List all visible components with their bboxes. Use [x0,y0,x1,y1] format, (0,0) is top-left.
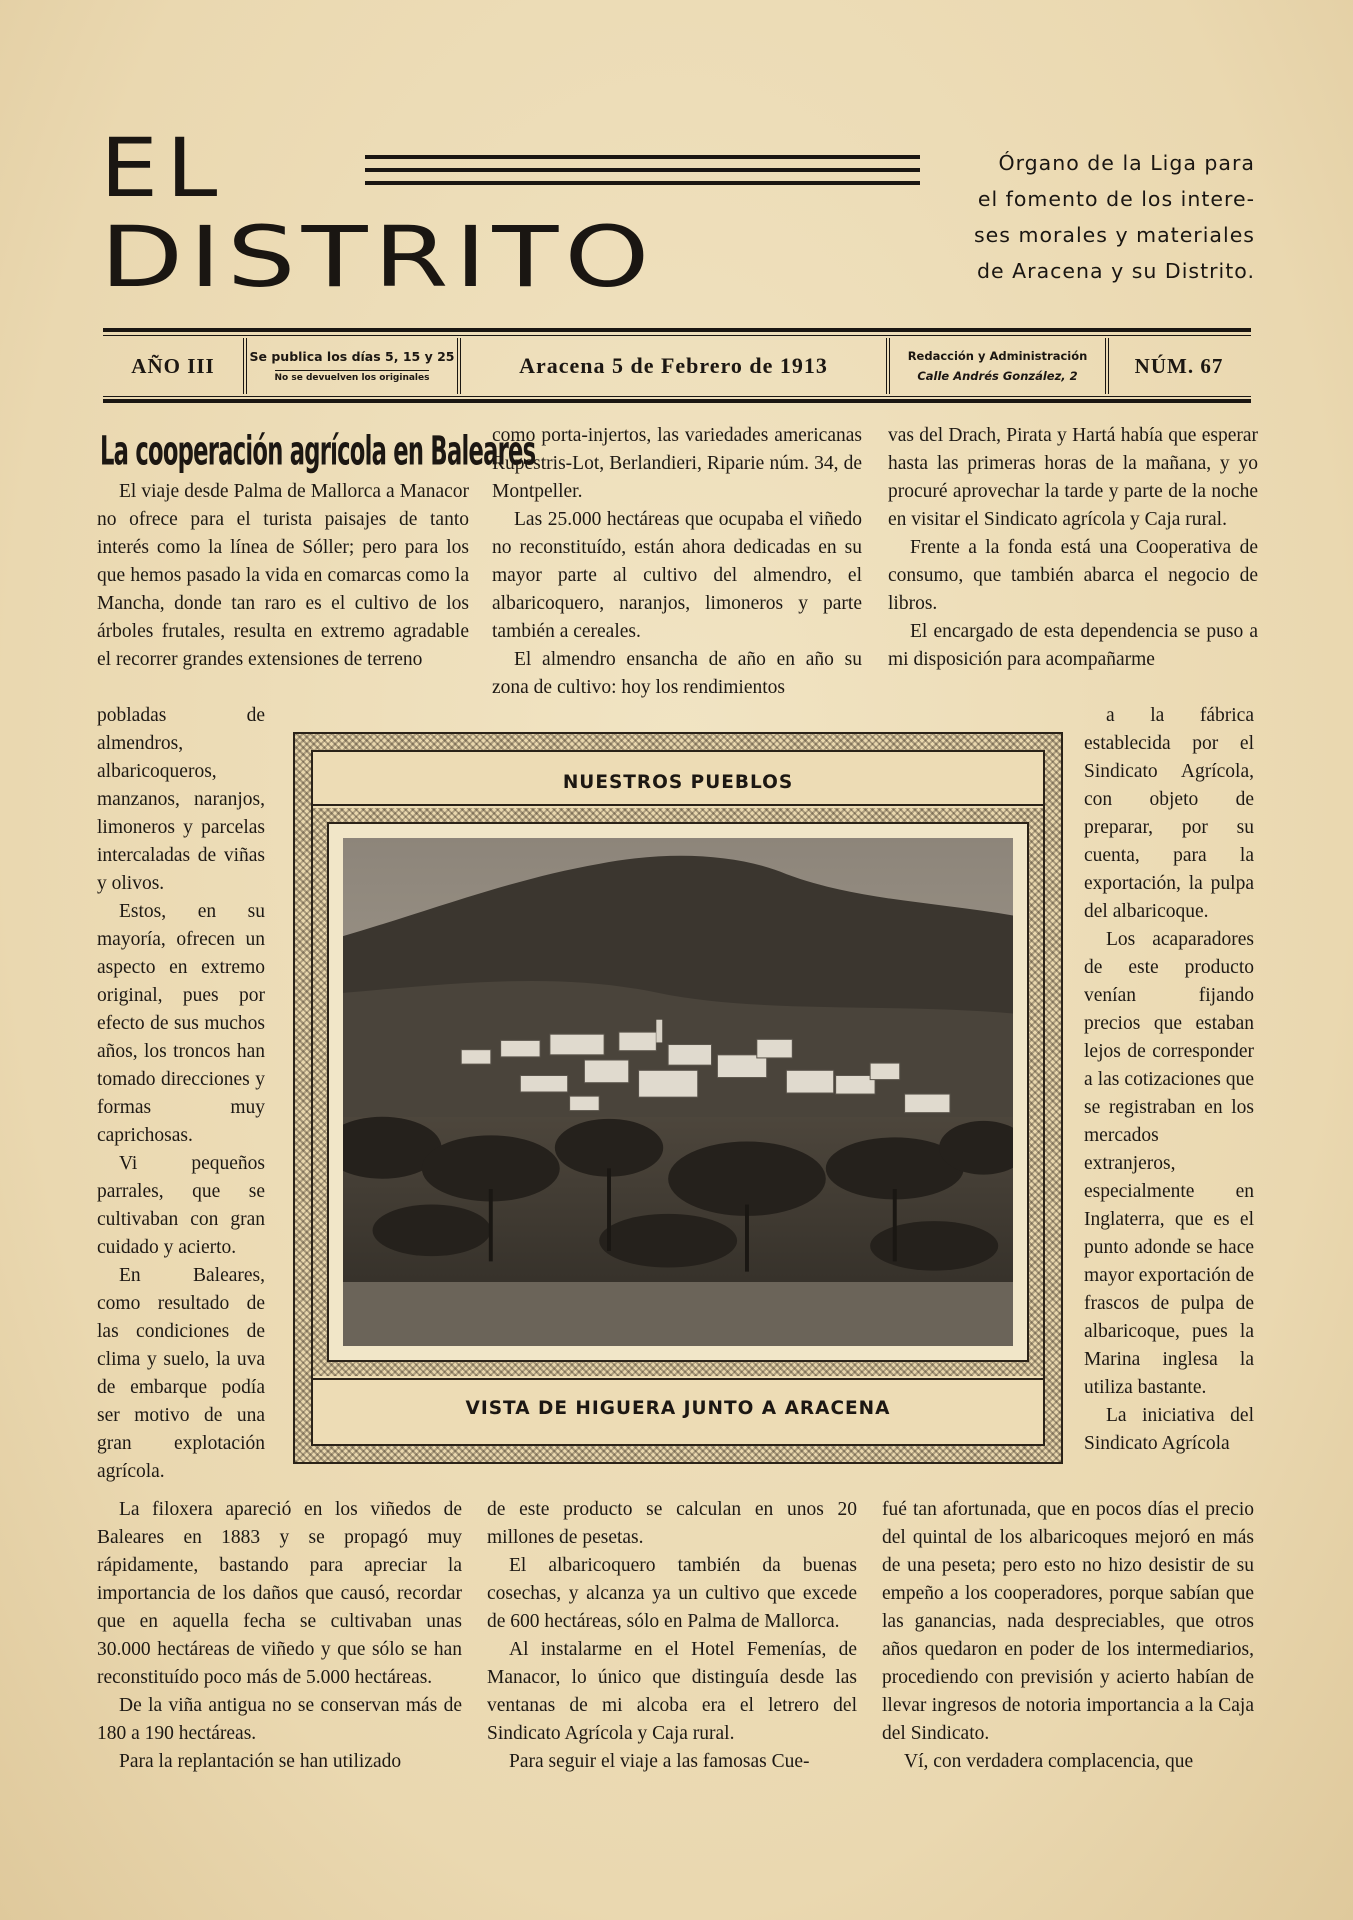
year-label: AÑO III [131,353,215,378]
publication-days: Se publica los días 5, 15 y 25 [249,349,455,364]
photo-caption: VISTA DE HIGUERA JUNTO A ARACENA [313,1378,1043,1436]
paragraph: De la viña antigua no se conservan más de 180 a 190 hectáreas. [97,1695,462,1744]
photo-frame-inner [311,750,1045,1446]
masthead-title-line1: EL [100,120,226,216]
paragraph: Estos, en su mayoría, ofrecen un aspecto en extremo original, pues por efecto de sus muchos años, los troncos han tomado direcciones y formas muy caprichosas. [97,901,265,1146]
column-3-narrow [1084,702,1254,1458]
paragraph: pobladas de almendros, albaricoqueros, manzanos, naranjos, limoneros y parcelas intercaladas de viñas y olivos. [97,705,265,894]
top-rule [103,328,1251,332]
issue-number: NÚM. 67 [1134,353,1224,378]
paragraph: Frente a la fonda está una Cooperativa de consumo, que también abarca el negocio de libros. [888,537,1258,614]
masthead-subtitle [955,145,1255,289]
photo-section-title: NUESTROS PUEBLOS [313,760,1043,806]
paragraph: a la fábrica establecida por el Sindicato Agrícola, con objeto de preparar, por su cuenta, para la exportación, la pulpa del albaricoque. [1084,705,1254,922]
publication-schedule [247,338,457,394]
photo-mount [327,822,1029,1362]
bottom-rule [103,399,1251,403]
paragraph: La filoxera apareció en los viñedos de Baleares en 1883 y se propagó muy rápidamente, bastando para apreciar la importancia de los daños que causó, recordar que en aquella fecha se cultivaban unas 30.000 hectáreas de viñedo y que sólo se han reconstituído poco más de 5.000 hectáreas. [97,1499,462,1688]
paragraph: Para la replantación se han utilizado [119,1751,402,1772]
paragraph: Para seguir el viaje a las famosas Cue- [509,1751,810,1772]
paragraph: En Baleares, como resultado de las condiciones de clima y suelo, la uva de embarque podía ser motivo de una gran explotación agrícola. [97,1265,265,1482]
paragraph: La iniciativa del Sindicato Agrícola [1084,1405,1254,1454]
bottom-rule-thin [103,396,1251,397]
column-2-top [492,422,862,702]
paragraph: Al instalarme en el Hotel Femenías, de Manacor, lo único que distinguía desde las ventanas de mi alcoba era el letrero del Sindicato Agrícola y Caja rural. [487,1639,857,1744]
column-1-top [97,478,469,674]
paragraph: Los acaparadores de este producto venían fijando precios que estaban lejos de corresponder a las cotizaciones que se registraban en los mercados extranjeros, especialmente en Inglaterra, que es el punto adonde se hace mayor exportación de frascos de pulpa de albaricoque, pues la Marina inglesa la utiliza bastante. [1084,929,1255,1398]
admin-address: Calle Andrés González, 2 [917,369,1078,383]
photo-border [313,808,1043,1376]
column-1-bottom [97,1496,462,1776]
paragraph: Vi pequeños parrales, que se cultivaban con gran cuidado y acierto. [97,1153,265,1258]
article-headline: La cooperación agrícola en Baleares [100,428,536,476]
subtitle-line: ses morales y materiales [973,223,1255,247]
village-photo [343,838,1013,1346]
subtitle-line: de Aracena y su Distrito. [976,259,1255,283]
masthead-title-line2: DISTRITO [100,208,656,307]
column-3-bottom [882,1496,1254,1776]
paragraph: de este producto se calculan en unos 20 millones de pesetas. [487,1499,857,1548]
paragraph: El viaje desde Palma de Mallorca a Manacor no ofrece para el turista paisajes de tanto interés como la línea de Sóller; pero para los que hemos pasado la vida en comarcas como la Mancha, donde tan raro es el cultivo de los árboles frutales, resulta en extremo agradable el recorrer grandes extensiones de terreno [97,481,469,670]
column-2-bottom [487,1496,857,1776]
originals-note: No se devuelven los originales [275,370,430,383]
admin-label: Redacción y Administración [907,349,1088,363]
paragraph: El encargado de esta dependencia se puso a mi disposición para acompañarme [888,621,1258,670]
paragraph: fué tan afortunada, que en pocos días el precio del quintal de los albaricoques mejoró en más de una peseta; pero esto no hizo desistir de su empeño a los cooperadores, porque sabían que las ganancias, nada despreciables, que otros años quedaron en poder de los intermediarios, procediendo con previsión y acierto habían de llevar ingresos de notoria importancia a la Caja del Sindicato. [882,1499,1254,1744]
subtitle-line: Órgano de la Liga para [998,151,1255,175]
paragraph: como porta-injertos, las variedades americanas Rupestris-Lot, Berlandieri, Riparie núm. 34, de Montpeller. [492,425,862,502]
column-3-top [888,422,1258,674]
column-1-narrow [97,702,265,1486]
info-bar [103,338,1251,394]
paragraph: Ví, con verdadera complacencia, que [904,1751,1194,1772]
photo-frame [293,732,1063,1464]
paragraph: El albaricoquero también da buenas cosechas, y alcanza ya un cultivo que excede de 600 hectáreas, sólo en Palma de Mallorca. [487,1555,857,1632]
paragraph: El almendro ensancha de año en año su zona de cultivo: hoy los rendimientos [492,649,862,698]
masthead-rules [365,155,920,194]
top-rule-thin [103,335,1251,336]
paragraph: vas del Drach, Pirata y Hartá había que esperar hasta las primeras horas de la mañana, y yo procuré aprovechar la tarde y parte de la noche en visitar el Sindicato agrícola y Caja rural. [888,425,1258,530]
paragraph: Las 25.000 hectáreas que ocupaba el viñedo no reconstituído, están ahora dedicadas en su mayor parte al cultivo del almendro, el albaricoquero, naranjos, limoneros y parte también a cereales. [492,509,862,642]
administration [890,338,1105,394]
issue-date: Aracena 5 de Febrero de 1913 [519,353,828,378]
subtitle-line: el fomento de los intere- [977,187,1255,211]
